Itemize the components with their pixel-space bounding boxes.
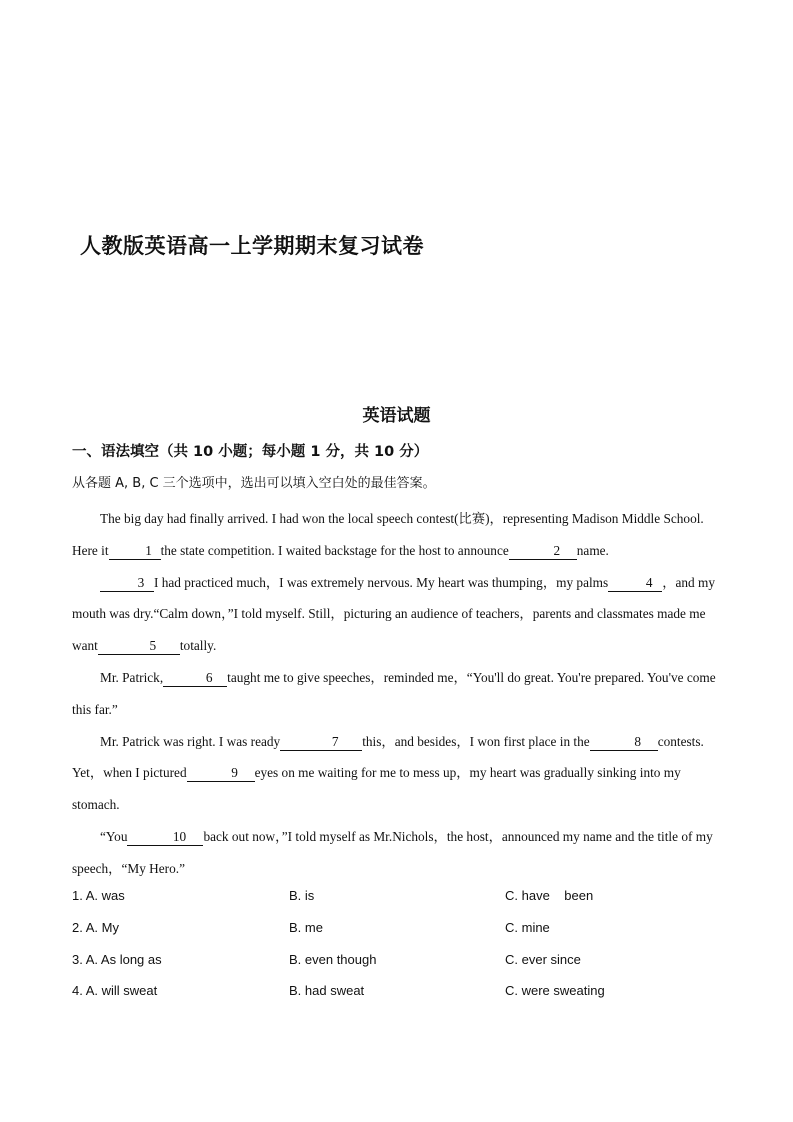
exam-title: 英语试题 xyxy=(362,406,431,426)
option-a[interactable]: 1. A. was xyxy=(72,888,125,903)
passage-paragraph-5 xyxy=(72,821,724,885)
passage-text: taught me to give speeches，reminded me，“You'll do great. You're prepared. You've come this far.” xyxy=(72,669,716,717)
section-heading: 一、语法填空（共 10 小题；每小题 1 分，共 10 分） xyxy=(72,444,429,460)
document-title: 人教版英语高一上学期期末复习试卷 xyxy=(80,234,424,258)
question-row xyxy=(72,912,732,944)
blank-7: 7 xyxy=(280,733,362,751)
passage-text: ，and my mouth was dry.“Calm down，”I told myself. Still，picturing an audience of teachers，parents and classmates made me want xyxy=(72,574,716,654)
blank-2: 2 xyxy=(509,542,577,560)
passage-text: Mr. Patrick, xyxy=(100,669,164,685)
passage-text: this，and besides，I won first place in the xyxy=(362,733,590,749)
section-instructions: 从各题 A, B, C 三个选项中，选出可以填入空白处的最佳答案。 xyxy=(72,476,436,491)
option-c[interactable]: C. were sweating xyxy=(505,983,605,999)
question-row xyxy=(72,975,732,1007)
passage-text: name. xyxy=(576,542,609,558)
blank-4: 4 xyxy=(608,574,662,592)
blank-9: 9 xyxy=(187,764,255,782)
option-a[interactable]: 4. A. will sweat xyxy=(72,983,158,999)
passage-text: I had practiced much，I was extremely nervous. My heart was thumping，my palms xyxy=(154,574,609,590)
passage-text: the state competition. I waited backstage for the host to announce xyxy=(160,542,509,558)
option-a[interactable]: 2. A. My xyxy=(72,919,119,935)
option-a[interactable]: 3. A. As long as xyxy=(72,951,162,967)
passage-text: totally. xyxy=(179,638,217,654)
blank-1: 1 xyxy=(109,542,161,560)
passage-paragraph-3 xyxy=(72,662,724,726)
passage-text: eyes on me waiting for me to mess up，my heart was gradually sinking into my stomach. xyxy=(72,765,681,813)
option-c[interactable]: C. ever since xyxy=(505,951,581,967)
passage-text: back out now，”I told myself as Mr.Nichols，the host，announced my name and the title of my speech，“My Hero.” xyxy=(72,828,713,876)
passage-text: contests. Yet，when I pictured xyxy=(72,733,704,781)
question-row xyxy=(72,880,732,912)
passage-text: “You xyxy=(100,828,128,844)
passage-paragraph-1 xyxy=(72,503,724,567)
option-b[interactable]: B. had sweat xyxy=(289,983,365,999)
question-row xyxy=(72,944,732,976)
blank-8: 8 xyxy=(590,733,658,751)
passage-paragraph-2 xyxy=(72,567,724,662)
option-b[interactable]: B. even though xyxy=(289,951,377,967)
answer-options xyxy=(72,880,732,1007)
blank-3: 3 xyxy=(100,574,154,592)
passage-text: Mr. Patrick was right. I was ready xyxy=(100,733,281,749)
option-c[interactable]: C. mine xyxy=(505,919,550,935)
option-b[interactable]: B. me xyxy=(289,919,323,935)
passage-paragraph-4 xyxy=(72,726,724,821)
blank-5: 5 xyxy=(98,637,180,655)
option-b[interactable]: B. is xyxy=(289,888,315,903)
passage-text: The big day had finally arrived. I had won the local speech contest(比赛)，representing Madison Middle School. Here it xyxy=(72,511,704,558)
blank-6: 6 xyxy=(163,669,227,687)
option-c[interactable]: C. have been xyxy=(505,888,594,903)
blank-10: 10 xyxy=(127,828,203,846)
reading-passage xyxy=(72,503,724,885)
